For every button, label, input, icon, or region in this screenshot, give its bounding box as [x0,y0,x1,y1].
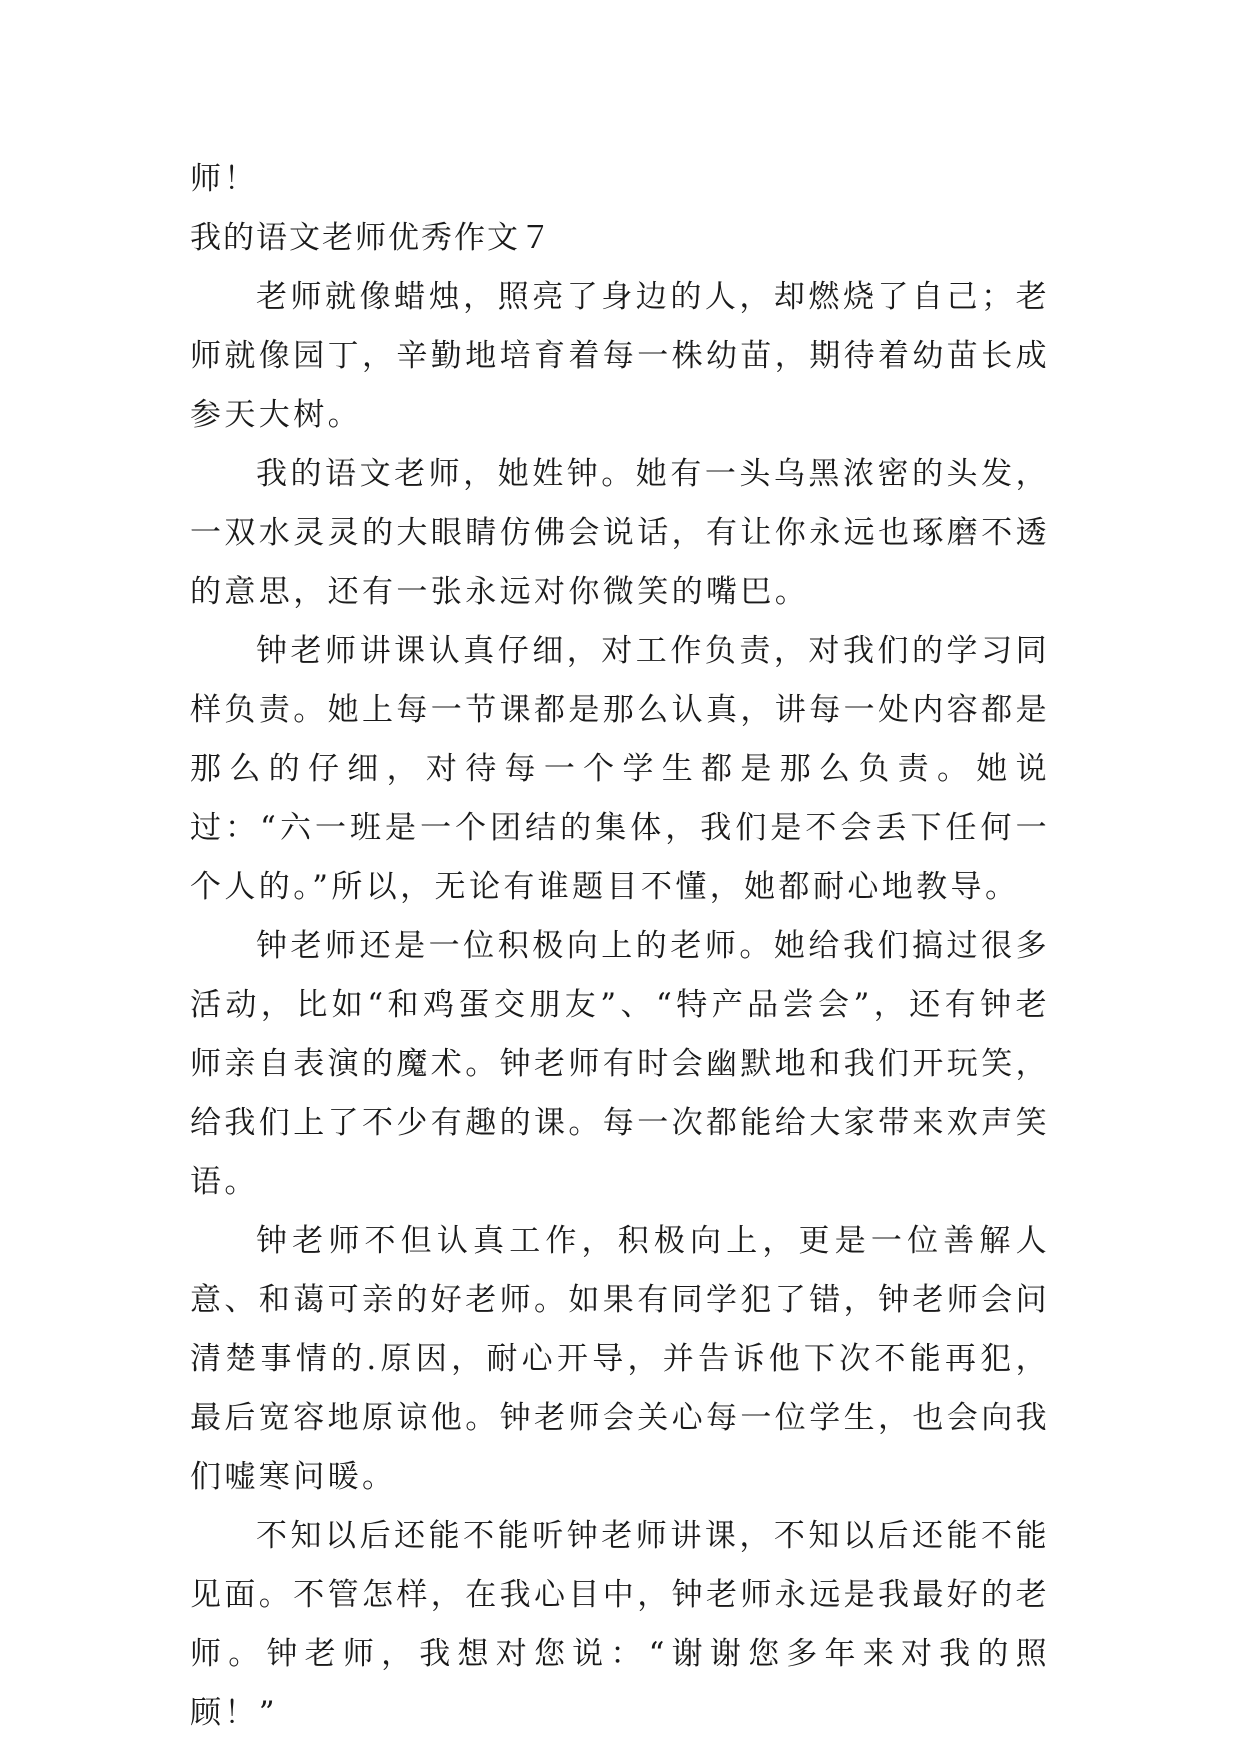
paragraph-5: 钟老师不但认真工作，积极向上，更是一位善解人意、和蔼可亲的好老师。如果有同学犯了错，钟老师会问清楚事情的.原因，耐心开导，并告诉他下次不能再犯，最后宽容地原谅他。钟老师会关心每一位学生，也会向我们嘘寒问暖。 [190,1223,1050,1495]
leading-fragment: 师！ [190,161,258,197]
paragraph-6: 不知以后还能不能听钟老师讲课，不知以后还能不能见面。不管怎样，在我心目中，钟老师永远是我最好的老师。钟老师，我想对您说：“谢谢您多年来对我的照顾！” [190,1518,1050,1731]
essay-title: 我的语文老师优秀作文７ [190,220,553,256]
paragraph-3: 钟老师讲课认真仔细，对工作负责，对我们的学习同样负责。她上每一节课都是那么认真，讲每一处内容都是那么的仔细，对待每一个学生都是那么负责。她说过：“六一班是一个团结的集体，我们是不会丢下任何一个人的。”所以，无论有谁题目不懂，她都耐心地教导。 [190,633,1050,905]
paragraph-4: 钟老师还是一位积极向上的老师。她给我们搞过很多活动，比如“和鸡蛋交朋友”、“特产品尝会”，还有钟老师亲自表演的魔术。钟老师有时会幽默地和我们开玩笑，给我们上了不少有趣的课。每一次都能给大家带来欢声笑语。 [190,928,1050,1200]
paragraph-2: 我的语文老师，她姓钟。她有一头乌黑浓密的头发，一双水灵灵的大眼睛仿佛会说话，有让你永远也琢磨不透的意思，还有一张永远对你微笑的嘴巴。 [190,456,1050,610]
document-body [190,150,1050,1743]
paragraph-1: 老师就像蜡烛，照亮了身边的人，却燃烧了自己；老师就像园丁，辛勤地培育着每一株幼苗，期待着幼苗长成参天大树。 [190,279,1050,433]
